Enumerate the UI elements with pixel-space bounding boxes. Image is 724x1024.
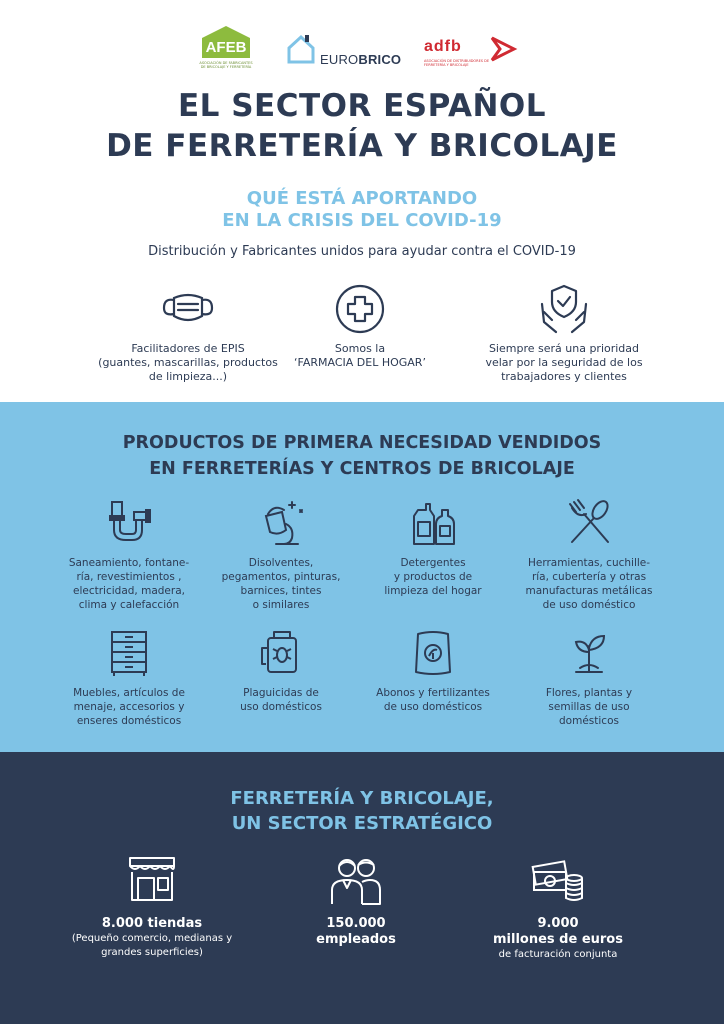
hands-shield-icon xyxy=(536,282,592,336)
medical-cross-icon xyxy=(332,282,388,336)
eurobrico-logo: EUROBRICO xyxy=(286,26,402,72)
money-coins-icon xyxy=(530,854,586,908)
stat-stores: 8.000 tiendas (Pequeño comercio, medianas y grandes superficies) xyxy=(52,854,252,960)
feature-pharmacy: Somos la ‘FARMACIA DEL HOGAR’ xyxy=(260,282,460,370)
afeb-logo: AFEB ASOCIACIÓN DE FABRICANTES DE BRICOLAJE Y FERRETERÍA xyxy=(198,26,254,72)
logo-row xyxy=(0,26,724,74)
feature-safety: Siempre será una prioridad velar por la seguridad de los trabajadores y clientes xyxy=(464,282,664,384)
products-title: PRODUCTOS DE PRIMERA NECESIDAD VENDIDOS EN FERRETERÍAS Y CENTROS DE BRICOLAJE xyxy=(122,433,602,479)
strategic-section xyxy=(0,752,724,1024)
paint-bucket-icon xyxy=(256,498,306,548)
house-icon xyxy=(286,34,316,64)
product-item: Disolventes, pegamentos, pinturas, barnices, tintes o similares xyxy=(196,498,366,612)
covid-subtitle: QUÉ ESTÁ APORTANDO EN LA CRISIS DEL COVID-19 xyxy=(222,188,502,231)
arrow-icon xyxy=(490,36,518,62)
drawer-cabinet-icon xyxy=(104,628,154,678)
sprout-icon xyxy=(564,628,614,678)
stat-revenue: 9.000 millones de euros de facturación conjunta xyxy=(458,854,658,962)
product-item: Saneamiento, fontane- ría, revestimientos , electricidad, madera, clima y calefacción xyxy=(44,498,214,612)
main-title: EL SECTOR ESPAÑOL DE FERRETERÍA Y BRICOLAJE xyxy=(106,88,618,164)
products-section xyxy=(0,402,724,752)
strategic-title: FERRETERÍA Y BRICOLAJE, UN SECTOR ESTRATÉGICO xyxy=(230,788,494,834)
pipe-icon xyxy=(104,498,154,548)
product-item: Abonos y fertilizantes de uso domésticos xyxy=(348,628,518,714)
covid-contributions xyxy=(0,282,724,392)
employees-icon xyxy=(328,854,384,908)
product-item: Flores, plantas y semillas de uso domésticos xyxy=(504,628,674,728)
product-item: Detergentes y productos de limpieza del hogar xyxy=(348,498,518,598)
fertilizer-bag-icon xyxy=(408,628,458,678)
cutlery-icon xyxy=(564,498,614,548)
detergent-bottles-icon xyxy=(408,498,458,548)
pesticide-sprayer-icon xyxy=(256,628,306,678)
product-item: Plaguicidas de uso domésticos xyxy=(196,628,366,714)
tagline: Distribución y Fabricantes unidos para ayudar contra el COVID-19 xyxy=(148,244,576,259)
product-item: Muebles, artículos de menaje, accesorios y enseres domésticos xyxy=(44,628,214,728)
face-mask-icon xyxy=(160,282,216,336)
product-item: Herramientas, cuchille- ría, cubertería y otras manufacturas metálicas de uso doméstico xyxy=(504,498,674,612)
stat-employees: 150.000 empleados xyxy=(256,854,456,948)
adfb-logo: adfb ASOCIACIÓN DE DISTRIBUIDORES DE FERRETERÍA Y BRICOLAJE xyxy=(424,26,520,72)
storefront-icon xyxy=(124,854,180,908)
feature-epis: Facilitadores de EPIS (guantes, mascarillas, productos de limpieza...) xyxy=(88,282,288,384)
